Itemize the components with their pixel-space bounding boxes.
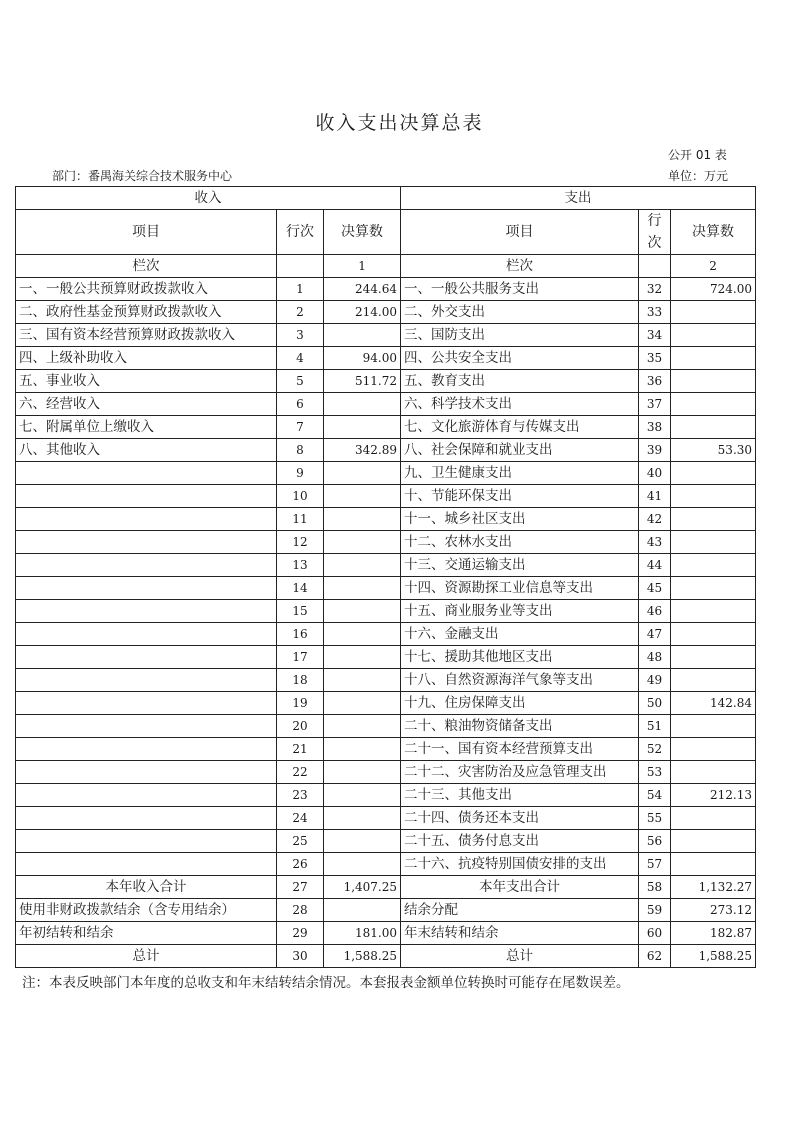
- income-item-cell: 三、国有资本经营预算财政拨款收入: [16, 324, 277, 347]
- income-row-no-cell: 16: [277, 623, 324, 646]
- income-item-cell: 一、一般公共预算财政拨款收入: [16, 278, 277, 301]
- income-amount-cell: [324, 761, 401, 784]
- expense-row-no-cell: 47: [639, 623, 671, 646]
- income-item-cell: 年初结转和结余: [16, 922, 277, 945]
- expense-amount-cell: 182.87: [671, 922, 756, 945]
- income-row-no-cell: 8: [277, 439, 324, 462]
- income-item-cell: 二、政府性基金预算财政拨款收入: [16, 301, 277, 324]
- expense-amount-cell: 1,588.25: [671, 945, 756, 968]
- page-title: 收入支出决算总表: [315, 112, 484, 134]
- table-row: [16, 784, 756, 807]
- income-amount-cell: [324, 508, 401, 531]
- income-section-header: 收入: [16, 187, 401, 210]
- expense-item-cell: 十四、资源勘探工业信息等支出: [401, 577, 639, 600]
- expense-item-cell: 一、一般公共服务支出: [401, 278, 639, 301]
- expense-row-no-cell: 43: [639, 531, 671, 554]
- expense-item-cell: 二十二、灾害防治及应急管理支出: [401, 761, 639, 784]
- income-amount-cell: [324, 646, 401, 669]
- table-row: [16, 347, 756, 370]
- table-row: [16, 577, 756, 600]
- income-item-cell: [16, 531, 277, 554]
- footnote: 注：本表反映部门本年度的总收支和年末结转结余情况。本套报表金额单位转换时可能存在尾数误差。: [22, 975, 630, 991]
- expense-amount-cell: [671, 623, 756, 646]
- income-item-cell: [16, 623, 277, 646]
- expense-item-cell: 十六、金融支出: [401, 623, 639, 646]
- expense-row-no-cell: 58: [639, 876, 671, 899]
- summary-row: [16, 876, 756, 899]
- income-amount-cell: [324, 324, 401, 347]
- table-row: [16, 807, 756, 830]
- expense-item-cell: 十、节能环保支出: [401, 485, 639, 508]
- summary-row: [16, 899, 756, 922]
- empty-cell: [639, 255, 671, 278]
- income-row-no-cell: 3: [277, 324, 324, 347]
- expense-item-cell: 二十一、国有资本经营预算支出: [401, 738, 639, 761]
- expense-row-no-cell: 35: [639, 347, 671, 370]
- table-row: [16, 301, 756, 324]
- expense-row-no-cell: 49: [639, 669, 671, 692]
- income-amount-cell: [324, 554, 401, 577]
- expense-item-cell: 九、卫生健康支出: [401, 462, 639, 485]
- income-row-no-cell: 25: [277, 830, 324, 853]
- expense-amount-cell: [671, 462, 756, 485]
- expense-amount-cell: [671, 807, 756, 830]
- income-row-no-cell: 24: [277, 807, 324, 830]
- income-item-cell: [16, 761, 277, 784]
- table-row: [16, 370, 756, 393]
- income-item-cell: 七、附属单位上缴收入: [16, 416, 277, 439]
- table-row: [16, 830, 756, 853]
- expense-item-cell: 二、外交支出: [401, 301, 639, 324]
- expense-row-no-cell: 32: [639, 278, 671, 301]
- income-row-no-cell: 13: [277, 554, 324, 577]
- table-row: [16, 554, 756, 577]
- table-row: [16, 439, 756, 462]
- income-row-no-cell: 21: [277, 738, 324, 761]
- summary-row: [16, 922, 756, 945]
- table-row: [16, 669, 756, 692]
- income-amount-cell: [324, 669, 401, 692]
- expense-item-cell: 年末结转和结余: [401, 922, 639, 945]
- expense-item-cell: 二十三、其他支出: [401, 784, 639, 807]
- expense-row-no-cell: 34: [639, 324, 671, 347]
- expense-item-cell: 十九、住房保障支出: [401, 692, 639, 715]
- income-row-no-cell: 12: [277, 531, 324, 554]
- section-header-row: [16, 187, 756, 210]
- row-no-char-1: 行: [647, 213, 662, 229]
- expense-row-no-cell: 60: [639, 922, 671, 945]
- income-item-cell: 使用非财政拨款结余（含专用结余）: [16, 899, 277, 922]
- expense-amount-cell: [671, 347, 756, 370]
- expense-item-cell: 十七、援助其他地区支出: [401, 646, 639, 669]
- income-amount-cell: 1,588.25: [324, 945, 401, 968]
- income-amount-cell: [324, 830, 401, 853]
- income-row-no-cell: 18: [277, 669, 324, 692]
- income-item-cell: [16, 807, 277, 830]
- income-amount-cell: [324, 416, 401, 439]
- expense-amount-cell: [671, 715, 756, 738]
- income-row-no-cell: 5: [277, 370, 324, 393]
- expense-amount-cell: 142.84: [671, 692, 756, 715]
- income-amount-cell: 511.72: [324, 370, 401, 393]
- expense-amount-cell: 724.00: [671, 278, 756, 301]
- expense-row-no-cell: 42: [639, 508, 671, 531]
- table-row: [16, 761, 756, 784]
- income-item-cell: [16, 554, 277, 577]
- income-amount-cell: [324, 485, 401, 508]
- income-item-cell: [16, 738, 277, 761]
- income-amount-cell: [324, 692, 401, 715]
- expense-item-cell: 二十五、债务付息支出: [401, 830, 639, 853]
- expense-amount-cell: [671, 324, 756, 347]
- expense-row-no-cell: 45: [639, 577, 671, 600]
- expense-row-no-cell: 53: [639, 761, 671, 784]
- income-amount-cell: [324, 531, 401, 554]
- income-row-no-cell: 4: [277, 347, 324, 370]
- income-row-no-cell: 1: [277, 278, 324, 301]
- income-item-cell: [16, 715, 277, 738]
- income-row-no-cell: 2: [277, 301, 324, 324]
- column-label-row: [16, 255, 756, 278]
- expense-section-header: 支出: [401, 187, 756, 210]
- income-amount-cell: 181.00: [324, 922, 401, 945]
- expense-row-no-cell: 56: [639, 830, 671, 853]
- expense-row-no-cell: 62: [639, 945, 671, 968]
- income-row-no-cell: 20: [277, 715, 324, 738]
- income-row-no-cell: 15: [277, 600, 324, 623]
- income-amount-cell: [324, 738, 401, 761]
- income-row-no-cell: 26: [277, 853, 324, 876]
- expense-item-cell: 结余分配: [401, 899, 639, 922]
- table-row: [16, 324, 756, 347]
- summary-row: [16, 945, 756, 968]
- row-no-char-2: 次: [647, 235, 662, 251]
- expense-amount-header: 决算数: [671, 210, 756, 255]
- expense-amount-cell: 1,132.27: [671, 876, 756, 899]
- expense-row-no-cell: 52: [639, 738, 671, 761]
- income-item-cell: 本年收入合计: [16, 876, 277, 899]
- income-row-no-cell: 10: [277, 485, 324, 508]
- income-amount-cell: [324, 715, 401, 738]
- expense-row-no-cell: 51: [639, 715, 671, 738]
- table-row: [16, 692, 756, 715]
- income-item-cell: 六、经营收入: [16, 393, 277, 416]
- expense-row-no-cell: 37: [639, 393, 671, 416]
- expense-amount-cell: [671, 600, 756, 623]
- expense-amount-cell: [671, 531, 756, 554]
- income-column-number: 1: [324, 255, 401, 278]
- income-item-cell: [16, 508, 277, 531]
- expense-item-cell: 五、教育支出: [401, 370, 639, 393]
- expense-row-no-cell: 46: [639, 600, 671, 623]
- expense-item-cell: 十八、自然资源海洋气象等支出: [401, 669, 639, 692]
- expense-item-cell: 二十六、抗疫特别国债安排的支出: [401, 853, 639, 876]
- expense-item-cell: 六、科学技术支出: [401, 393, 639, 416]
- expense-item-cell: 三、国防支出: [401, 324, 639, 347]
- table-row: [16, 508, 756, 531]
- income-amount-cell: [324, 623, 401, 646]
- expense-row-no-cell: 55: [639, 807, 671, 830]
- table-row: [16, 646, 756, 669]
- table-row: [16, 531, 756, 554]
- income-row-no-cell: 7: [277, 416, 324, 439]
- income-item-cell: 总计: [16, 945, 277, 968]
- table-row: [16, 715, 756, 738]
- income-item-cell: [16, 784, 277, 807]
- expense-amount-cell: [671, 416, 756, 439]
- income-row-no-cell: 17: [277, 646, 324, 669]
- expense-column-number: 2: [671, 255, 756, 278]
- expense-item-cell: 七、文化旅游体育与传媒支出: [401, 416, 639, 439]
- table-row: [16, 278, 756, 301]
- form-code: 公开 01 表: [668, 148, 727, 162]
- income-row-no-cell: 23: [277, 784, 324, 807]
- income-item-cell: [16, 600, 277, 623]
- expense-amount-cell: [671, 577, 756, 600]
- income-row-no-cell: 19: [277, 692, 324, 715]
- expense-item-cell: 总计: [401, 945, 639, 968]
- expense-item-cell: 十二、农林水支出: [401, 531, 639, 554]
- income-item-cell: [16, 577, 277, 600]
- expense-row-no-header: [639, 210, 671, 255]
- income-amount-cell: 342.89: [324, 439, 401, 462]
- income-row-no-cell: 14: [277, 577, 324, 600]
- expense-amount-cell: [671, 646, 756, 669]
- expense-item-cell: 十一、城乡社区支出: [401, 508, 639, 531]
- expense-amount-cell: [671, 393, 756, 416]
- income-row-no-cell: 27: [277, 876, 324, 899]
- expense-row-no-cell: 41: [639, 485, 671, 508]
- income-item-cell: 五、事业收入: [16, 370, 277, 393]
- income-row-no-cell: 28: [277, 899, 324, 922]
- expense-row-no-cell: 39: [639, 439, 671, 462]
- income-row-no-cell: 9: [277, 462, 324, 485]
- table-row: [16, 485, 756, 508]
- income-amount-cell: 214.00: [324, 301, 401, 324]
- income-item-cell: [16, 669, 277, 692]
- income-item-cell: [16, 462, 277, 485]
- expense-item-header: 项目: [401, 210, 639, 255]
- expense-row-no-cell: 59: [639, 899, 671, 922]
- income-row-no-cell: 6: [277, 393, 324, 416]
- empty-cell: [277, 255, 324, 278]
- expense-item-cell: 二十四、债务还本支出: [401, 807, 639, 830]
- expense-item-cell: 十三、交通运输支出: [401, 554, 639, 577]
- income-item-cell: [16, 830, 277, 853]
- income-item-cell: [16, 485, 277, 508]
- table-row: [16, 462, 756, 485]
- expense-column-label: 栏次: [401, 255, 639, 278]
- table-row: [16, 738, 756, 761]
- expense-amount-cell: [671, 301, 756, 324]
- income-amount-cell: [324, 807, 401, 830]
- expense-row-no-cell: 40: [639, 462, 671, 485]
- income-row-no-cell: 30: [277, 945, 324, 968]
- expense-amount-cell: [671, 508, 756, 531]
- expense-amount-cell: [671, 669, 756, 692]
- income-amount-cell: [324, 784, 401, 807]
- income-amount-cell: 1,407.25: [324, 876, 401, 899]
- expense-amount-cell: [671, 853, 756, 876]
- income-item-cell: 八、其他收入: [16, 439, 277, 462]
- table-row: [16, 600, 756, 623]
- income-row-no-cell: 29: [277, 922, 324, 945]
- income-item-cell: [16, 646, 277, 669]
- unit-label: 单位：万元: [668, 169, 729, 183]
- income-amount-cell: [324, 899, 401, 922]
- expense-amount-cell: 212.13: [671, 784, 756, 807]
- expense-amount-cell: [671, 554, 756, 577]
- income-row-no-header: 行次: [277, 210, 324, 255]
- income-amount-cell: 94.00: [324, 347, 401, 370]
- expense-row-no-cell: 38: [639, 416, 671, 439]
- income-row-no-cell: 11: [277, 508, 324, 531]
- expense-item-cell: 八、社会保障和就业支出: [401, 439, 639, 462]
- income-item-cell: 四、上级补助收入: [16, 347, 277, 370]
- expense-amount-cell: 53.30: [671, 439, 756, 462]
- expense-amount-cell: [671, 830, 756, 853]
- expense-row-no-cell: 44: [639, 554, 671, 577]
- income-amount-cell: [324, 600, 401, 623]
- table-row: [16, 393, 756, 416]
- expense-row-no-cell: 50: [639, 692, 671, 715]
- expense-row-no-cell: 33: [639, 301, 671, 324]
- expense-amount-cell: [671, 761, 756, 784]
- income-amount-cell: 244.64: [324, 278, 401, 301]
- table-row: [16, 416, 756, 439]
- income-item-header: 项目: [16, 210, 277, 255]
- income-item-cell: [16, 853, 277, 876]
- expense-row-no-cell: 36: [639, 370, 671, 393]
- expense-amount-cell: [671, 485, 756, 508]
- column-header-row: [16, 210, 756, 255]
- income-amount-cell: [324, 393, 401, 416]
- income-amount-cell: [324, 853, 401, 876]
- expense-row-no-cell: 54: [639, 784, 671, 807]
- budget-summary-table: [15, 186, 756, 968]
- table-row: [16, 623, 756, 646]
- expense-amount-cell: [671, 738, 756, 761]
- income-amount-cell: [324, 462, 401, 485]
- expense-item-cell: 二十、粮油物资储备支出: [401, 715, 639, 738]
- expense-item-cell: 十五、商业服务业等支出: [401, 600, 639, 623]
- income-amount-cell: [324, 577, 401, 600]
- expense-item-cell: 本年支出合计: [401, 876, 639, 899]
- expense-amount-cell: 273.12: [671, 899, 756, 922]
- income-row-no-cell: 22: [277, 761, 324, 784]
- income-amount-header: 决算数: [324, 210, 401, 255]
- income-item-cell: [16, 692, 277, 715]
- income-column-label: 栏次: [16, 255, 277, 278]
- department-label: 部门：番禺海关综合技术服务中心: [52, 169, 233, 183]
- expense-amount-cell: [671, 370, 756, 393]
- expense-item-cell: 四、公共安全支出: [401, 347, 639, 370]
- expense-row-no-cell: 57: [639, 853, 671, 876]
- expense-row-no-cell: 48: [639, 646, 671, 669]
- table-row: [16, 853, 756, 876]
